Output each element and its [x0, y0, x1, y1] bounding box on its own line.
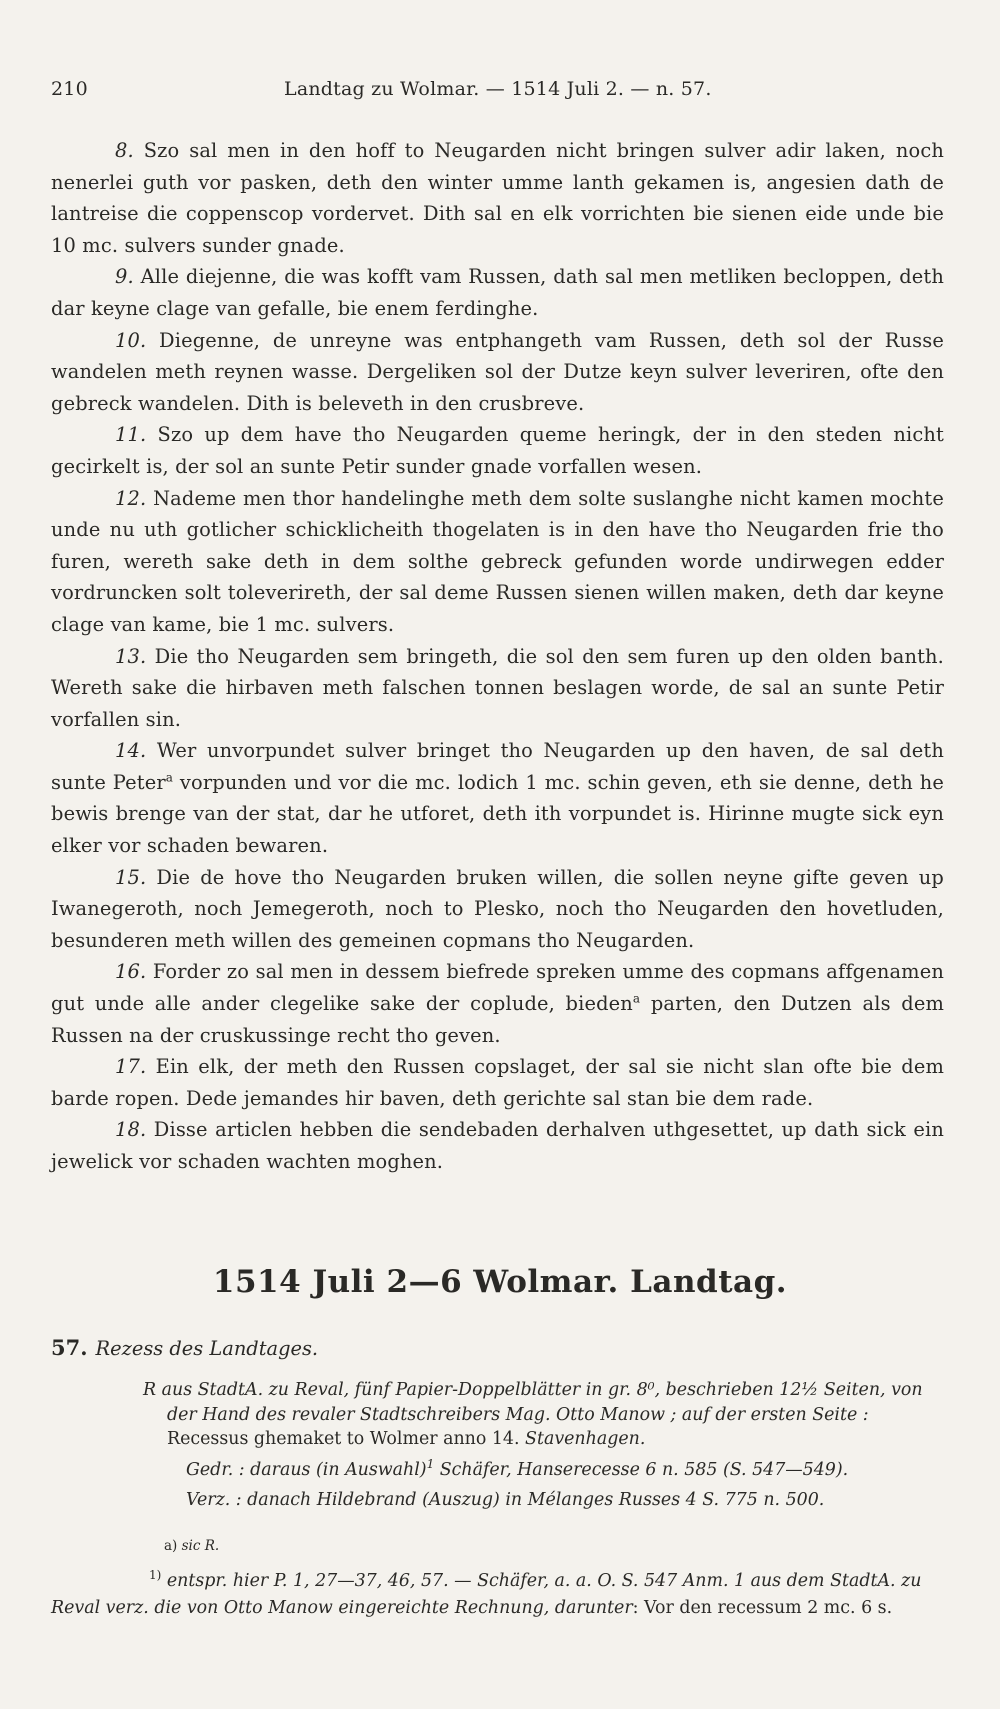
article-13 [51, 641, 944, 736]
source-r-signature: Stavenhagen. [525, 1429, 646, 1449]
article-10 [51, 325, 944, 420]
gedr-text: Gedr. : daraus (in Auswahl) [186, 1459, 427, 1480]
article-number: 14. [115, 739, 147, 763]
source-r-text: R aus StadtA. zu Reval, fünf Papier-Doppelblätter in gr. 8⁰, beschrieben 12½ Seiten, von der Hand des revaler Stadtschreibers Mag. Otto Manow ; auf der ersten Seite : [143, 1380, 923, 1425]
article-number: 12. [115, 486, 147, 510]
footnote-a-text: sic R. [181, 1538, 220, 1554]
article-text: Die de hove tho Neugarden bruken willen, die sollen neyne gifte geven up Iwanegeroth, noch Jemegeroth, noch to Plesko, noch tho Neugarden den hovetluden, besunderen meth willen des gemeinen copmans tho Neugarden. [51, 865, 944, 952]
article-text: Disse articlen hebben die sendebaden derhalven uthgesettet, up dath sick ein jewelick vor schaden wachten moghen. [51, 1118, 944, 1173]
footnote-1 [51, 1568, 931, 1622]
article-text: Wer unvorpundet sulver bringet tho Neugarden up den haven, de sal deth sunte Peter [51, 739, 944, 794]
article-number: 15. [115, 865, 147, 889]
footnote-a [164, 1538, 219, 1554]
footnote-a-label: a) [164, 1538, 178, 1554]
footnote-ref-a: a [165, 770, 174, 785]
source-r-plain: Recessus ghemaket to Wolmer anno 14. [167, 1429, 520, 1449]
source-description [51, 1378, 931, 1513]
recess-number: 57. [51, 1335, 88, 1360]
article-number: 16. [115, 960, 147, 984]
article-text: Forder zo sal men in dessem biefrede spreken umme des copmans affgenamen gut unde alle ander clegelike sake der coplude, bieden [51, 960, 944, 1016]
footnote-1-text-block [51, 1568, 931, 1622]
article-text-cont: parten, den Dutzen als dem Russen na der cruskussinge recht tho geven. [51, 992, 945, 1047]
article-18 [51, 1114, 944, 1177]
article-text: Alle diejenne, die was kofft vam Russen, dath sal men metliken becloppen, deth dar keyne clage van gefalle, bie enem ferdinghe. [51, 265, 944, 320]
article-text: Nademe men thor handelinghe meth dem solte suslanghe nicht kamen mochte unde nu uth gotlicher schicklicheith thogelaten is in den have tho Neugarden frie tho furen, wereth sake deth in dem solthe gebreck gefunden worde undirwegen edder vordruncken solt toleverireth, der sal deme Russen sienen willen maken, deth dar keyne clage van kame, bie 1 mc. sulvers. [51, 486, 944, 636]
article-text-cont: vorpunden und vor die mc. lodich 1 mc. schin geven, eth sie denne, deth he bewis brenge van der stat, dar he utforet, deth ith vorpundet is. Hirinne mugte sick eyn elker vor schaden bewaren. [51, 770, 944, 858]
article-14 [51, 735, 944, 861]
footnote-ref-a: a [632, 991, 641, 1006]
article-17 [51, 1051, 944, 1114]
footnote-1-text: entspr. hier P. 1, 27—37, 46, 57. — Schäfer, a. a. O. S. 547 Anm. 1 aus dem StadtA. zu Reval verz. die von Otto Manow eingereichte Rechnung, darunter [51, 1571, 922, 1618]
article-text: Szo up dem have tho Neugarden queme heringk, der in den steden nicht gecirkelt is, der sol an sunte Petir sunder gnade vorfallen wesen. [51, 423, 944, 478]
article-number: 9. [115, 265, 134, 289]
article-15 [51, 862, 944, 957]
article-number: 10. [115, 328, 147, 352]
footnote-1-label: 1) [149, 1568, 162, 1583]
article-11 [51, 419, 944, 482]
articles-text [51, 135, 944, 1178]
article-12 [51, 483, 944, 641]
article-number: 13. [115, 644, 147, 668]
article-text: Diegenne, de unreyne was entphangeth vam Russen, deth sol der Russe wandelen meth reynen wasse. Dergeliken sol der Dutze keyn sulver leveriren, ofte den gebreck wandelen. Dith is beleveth in den crusbreve. [51, 328, 944, 415]
article-text: Ein elk, der meth den Russen copslaget, der sal sie nicht slan ofte bie dem barde ropen. Dede jemandes hir baven, deth gerichte sal stan bie dem rade. [51, 1055, 944, 1110]
article-number: 11. [115, 423, 147, 447]
article-number: 17. [115, 1055, 147, 1079]
article-text: Die tho Neugarden sem bringeth, die sol den sem furen up den olden banth. Wereth sake die hirbaven meth falschen tonnen beslagen worde, de sal an sunte Petir vorfallen sin. [51, 644, 944, 731]
article-number: 8. [115, 139, 134, 162]
section-heading: 1514 Juli 2—6 Wolmar. Landtag. [212, 1264, 788, 1300]
footnote-ref-1: 1 [426, 1456, 435, 1471]
source-gedr [51, 1458, 931, 1483]
article-9 [51, 261, 944, 324]
recess-title: Rezess des Landtages. [95, 1337, 319, 1360]
recess-title-line [51, 1335, 944, 1360]
article-8 [51, 135, 944, 261]
source-verz: Verz. : danach Hildebrand (Auszug) in Mélanges Russes 4 S. 775 n. 500. [186, 1490, 825, 1510]
running-title: Landtag zu Wolmar. — 1514 Juli 2. — n. 57. [284, 78, 712, 100]
gedr-text-cont: Schäfer, Hanserecesse 6 n. 585 (S. 547—549). [434, 1459, 849, 1480]
page-number: 210 [51, 78, 88, 100]
article-number: 18. [115, 1118, 147, 1142]
article-16 [51, 956, 944, 1051]
footnote-1-plain: : Vor den recessum 2 mc. 6 s. [632, 1598, 893, 1618]
article-text: Szo sal men in den hoff to Neugarden nicht bringen sulver adir laken, noch nenerlei guth vor pasken, deth den winter umme lanth gekamen is, angesien dath de lantreise die coppenscop vordervet. Dith sal en elk vorrichten bie sienen eide unde bie 10 mc. sulvers sunder gnade. [51, 139, 944, 257]
source-r [51, 1378, 931, 1452]
